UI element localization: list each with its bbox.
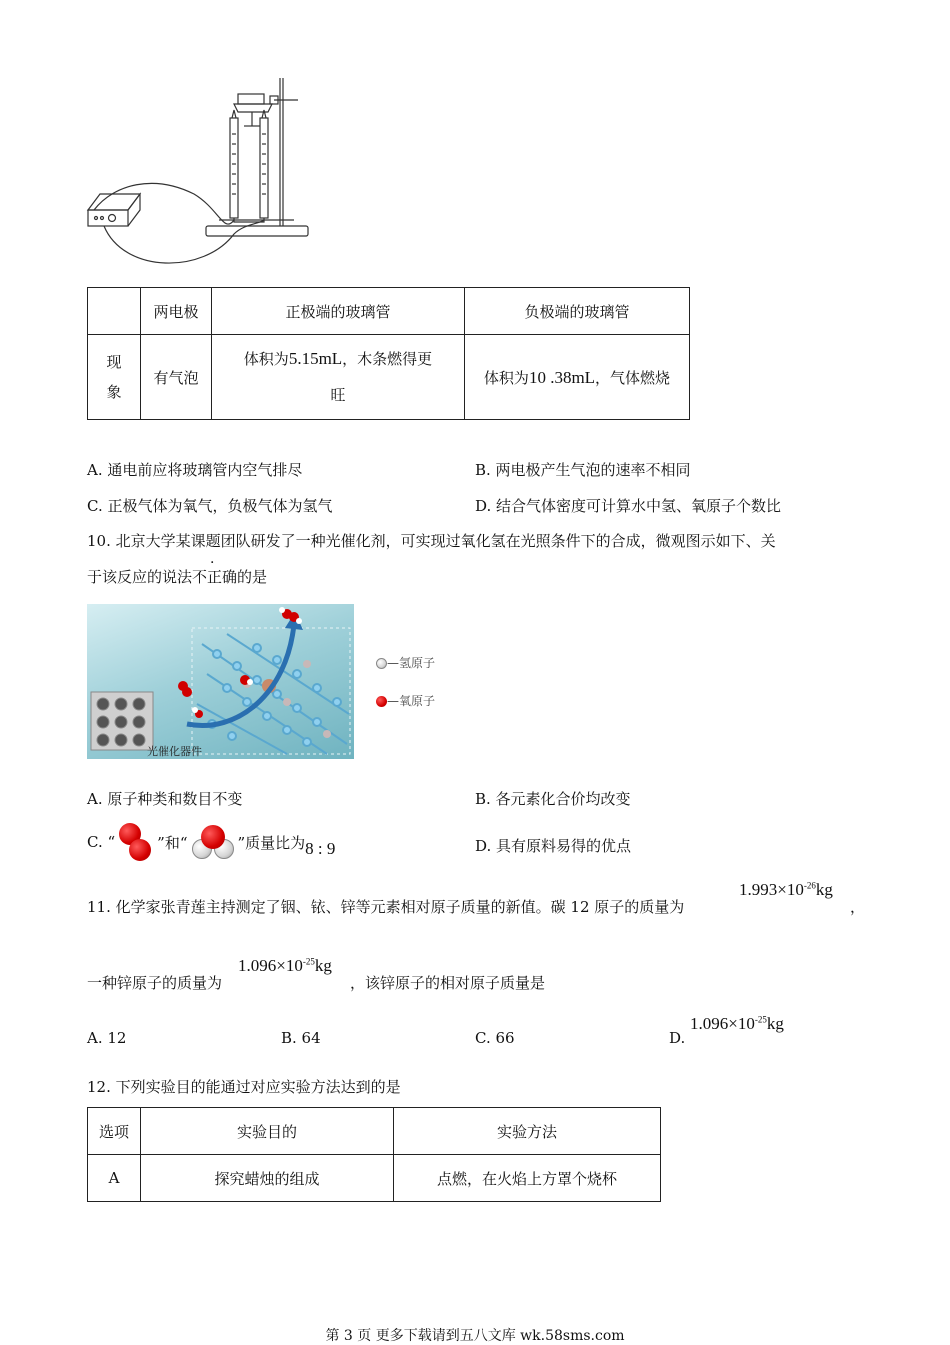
q9-option-d: D. 结合气体密度可计算水中氢、氧原子个数比 xyxy=(475,497,782,515)
cell-positive-text-a: 体积为 xyxy=(243,350,289,368)
hydrogen-atom-icon xyxy=(376,658,387,669)
table-header-purpose: 实验目的 xyxy=(141,1108,394,1155)
q11-option-b: B. 64 xyxy=(281,1029,321,1047)
oxygen-atom-icon xyxy=(376,696,387,707)
carbon12-mass xyxy=(739,880,833,900)
legend-oxygen xyxy=(376,692,435,709)
q12-stem: 12. 下列实验目的能通过对应实验方法达到的是 xyxy=(87,1078,401,1096)
cell-positive-text-b: ，木条燃得更 xyxy=(342,350,433,368)
q11-option-c: C. 66 xyxy=(475,1029,515,1047)
q10-option-d: D. 具有原料易得的优点 xyxy=(475,837,632,855)
q9-option-a: A. 通电前应将玻璃管内空气排尽 xyxy=(87,461,303,479)
q10-option-a: A. 原子种类和数目不变 xyxy=(87,790,243,808)
q10-stem-part-b: 正确的是 xyxy=(207,568,268,586)
zinc-mass-mantissa: 1.096×10 xyxy=(238,956,303,975)
q11-option-d-label: D. xyxy=(669,1029,686,1047)
photocatalyst-scene xyxy=(87,604,354,759)
q11-option-d-mantissa: 1.096×10 xyxy=(690,1014,755,1033)
electrolysis-table xyxy=(87,287,690,420)
carbon12-mass-unit: kg xyxy=(815,880,833,899)
cell-option: A xyxy=(88,1155,141,1202)
page-footer: 第 3 页 更多下载请到五八文库 wk.58sms.com xyxy=(325,1328,625,1344)
table-header-method: 实验方法 xyxy=(394,1108,661,1155)
negative-volume: 10 .38mL xyxy=(528,367,596,387)
table-header-electrodes: 两电极 xyxy=(141,288,212,335)
q10-stem-part-a: 于该反应的说法 xyxy=(87,568,193,586)
cell-negative-text-a: 体积为 xyxy=(483,368,529,387)
cell-negative xyxy=(465,335,690,420)
catalyst-block xyxy=(91,692,153,750)
oxygen-molecule-icon xyxy=(117,821,155,863)
legend-hydrogen-label: —氢原子 xyxy=(387,656,436,670)
table-header-blank xyxy=(88,288,141,335)
q11-option-a: A. 12 xyxy=(87,1029,127,1047)
photocatalyst-figure xyxy=(87,604,354,759)
q11-option-d-unit: kg xyxy=(766,1014,784,1033)
cell-negative-text-b: ，气体燃烧 xyxy=(595,368,671,387)
carbon12-mass-mantissa: 1.993×10 xyxy=(739,880,804,899)
row-label-char-1: 现 xyxy=(106,353,122,371)
q11-stem-line1: 11. 化学家张青莲主持测定了铟、铱、锌等元素相对原子质量的新值。碳 12 原子的质量为 xyxy=(87,898,685,916)
figure-caption: 光催化器件 xyxy=(147,745,202,758)
table-header-negative: 负极端的玻璃管 xyxy=(465,288,690,335)
zinc-mass-unit: kg xyxy=(314,956,332,975)
q10-option-b: B. 各元素化合价均改变 xyxy=(475,790,631,808)
q10-stem-line2 xyxy=(87,566,267,587)
cell-purpose: 探究蜡烛的组成 xyxy=(141,1155,394,1202)
legend-oxygen-label: —氧原子 xyxy=(387,694,436,708)
mass-ratio: 8 : 9 xyxy=(305,839,336,858)
electrolysis-apparatus-figure xyxy=(84,74,324,270)
cell-method: 点燃，在火焰上方罩个烧杯 xyxy=(394,1155,661,1202)
q9-option-c: C. 正极气体为氧气，负极气体为氢气 xyxy=(87,497,333,515)
positive-volume: 5.15mL xyxy=(288,349,343,368)
cell-electrodes: 有气泡 xyxy=(141,335,212,420)
q11-stem-line2: 一种锌原子的质量为 xyxy=(87,974,223,992)
q10-option-c-prefix: C. “ xyxy=(87,833,116,851)
q11-option-d xyxy=(690,1014,784,1034)
emphasis-dot: · xyxy=(210,555,215,571)
cell-positive xyxy=(212,335,465,420)
q9-option-b: B. 两电极产生气泡的速率不相同 xyxy=(475,461,691,479)
zinc-mass xyxy=(238,956,332,976)
q10-option-c-mid: ”和“ xyxy=(157,833,188,852)
q10-option-c-suffix: ”质量比为 xyxy=(237,833,306,852)
row-label-char-2: 象 xyxy=(106,383,122,401)
table-header-positive: 正极端的玻璃管 xyxy=(212,288,465,335)
zinc-mass-exponent: -25 xyxy=(302,956,315,967)
experiment-table xyxy=(87,1107,661,1202)
q11-stem-line2-end: ，该锌原子的相对原子质量是 xyxy=(350,974,546,992)
legend-hydrogen xyxy=(376,654,435,671)
q10-stem-line1: 10. 北京大学某课题团队研发了一种光催化剂，可实现过氧化氢在光照条件下的合成，微观图示如下、关 xyxy=(87,532,776,550)
q10-option-c xyxy=(87,818,335,866)
q11-comma: ， xyxy=(850,898,866,916)
row-label-phenomenon xyxy=(88,335,141,420)
cell-positive-text-c: 旺 xyxy=(330,386,346,404)
q11-option-d-exponent: -25 xyxy=(754,1014,767,1025)
water-molecule-icon xyxy=(190,823,236,861)
emphasis-dot-word: 不 xyxy=(192,568,208,586)
table-header-option: 选项 xyxy=(88,1108,141,1155)
carbon12-mass-exponent: -26 xyxy=(803,880,816,891)
